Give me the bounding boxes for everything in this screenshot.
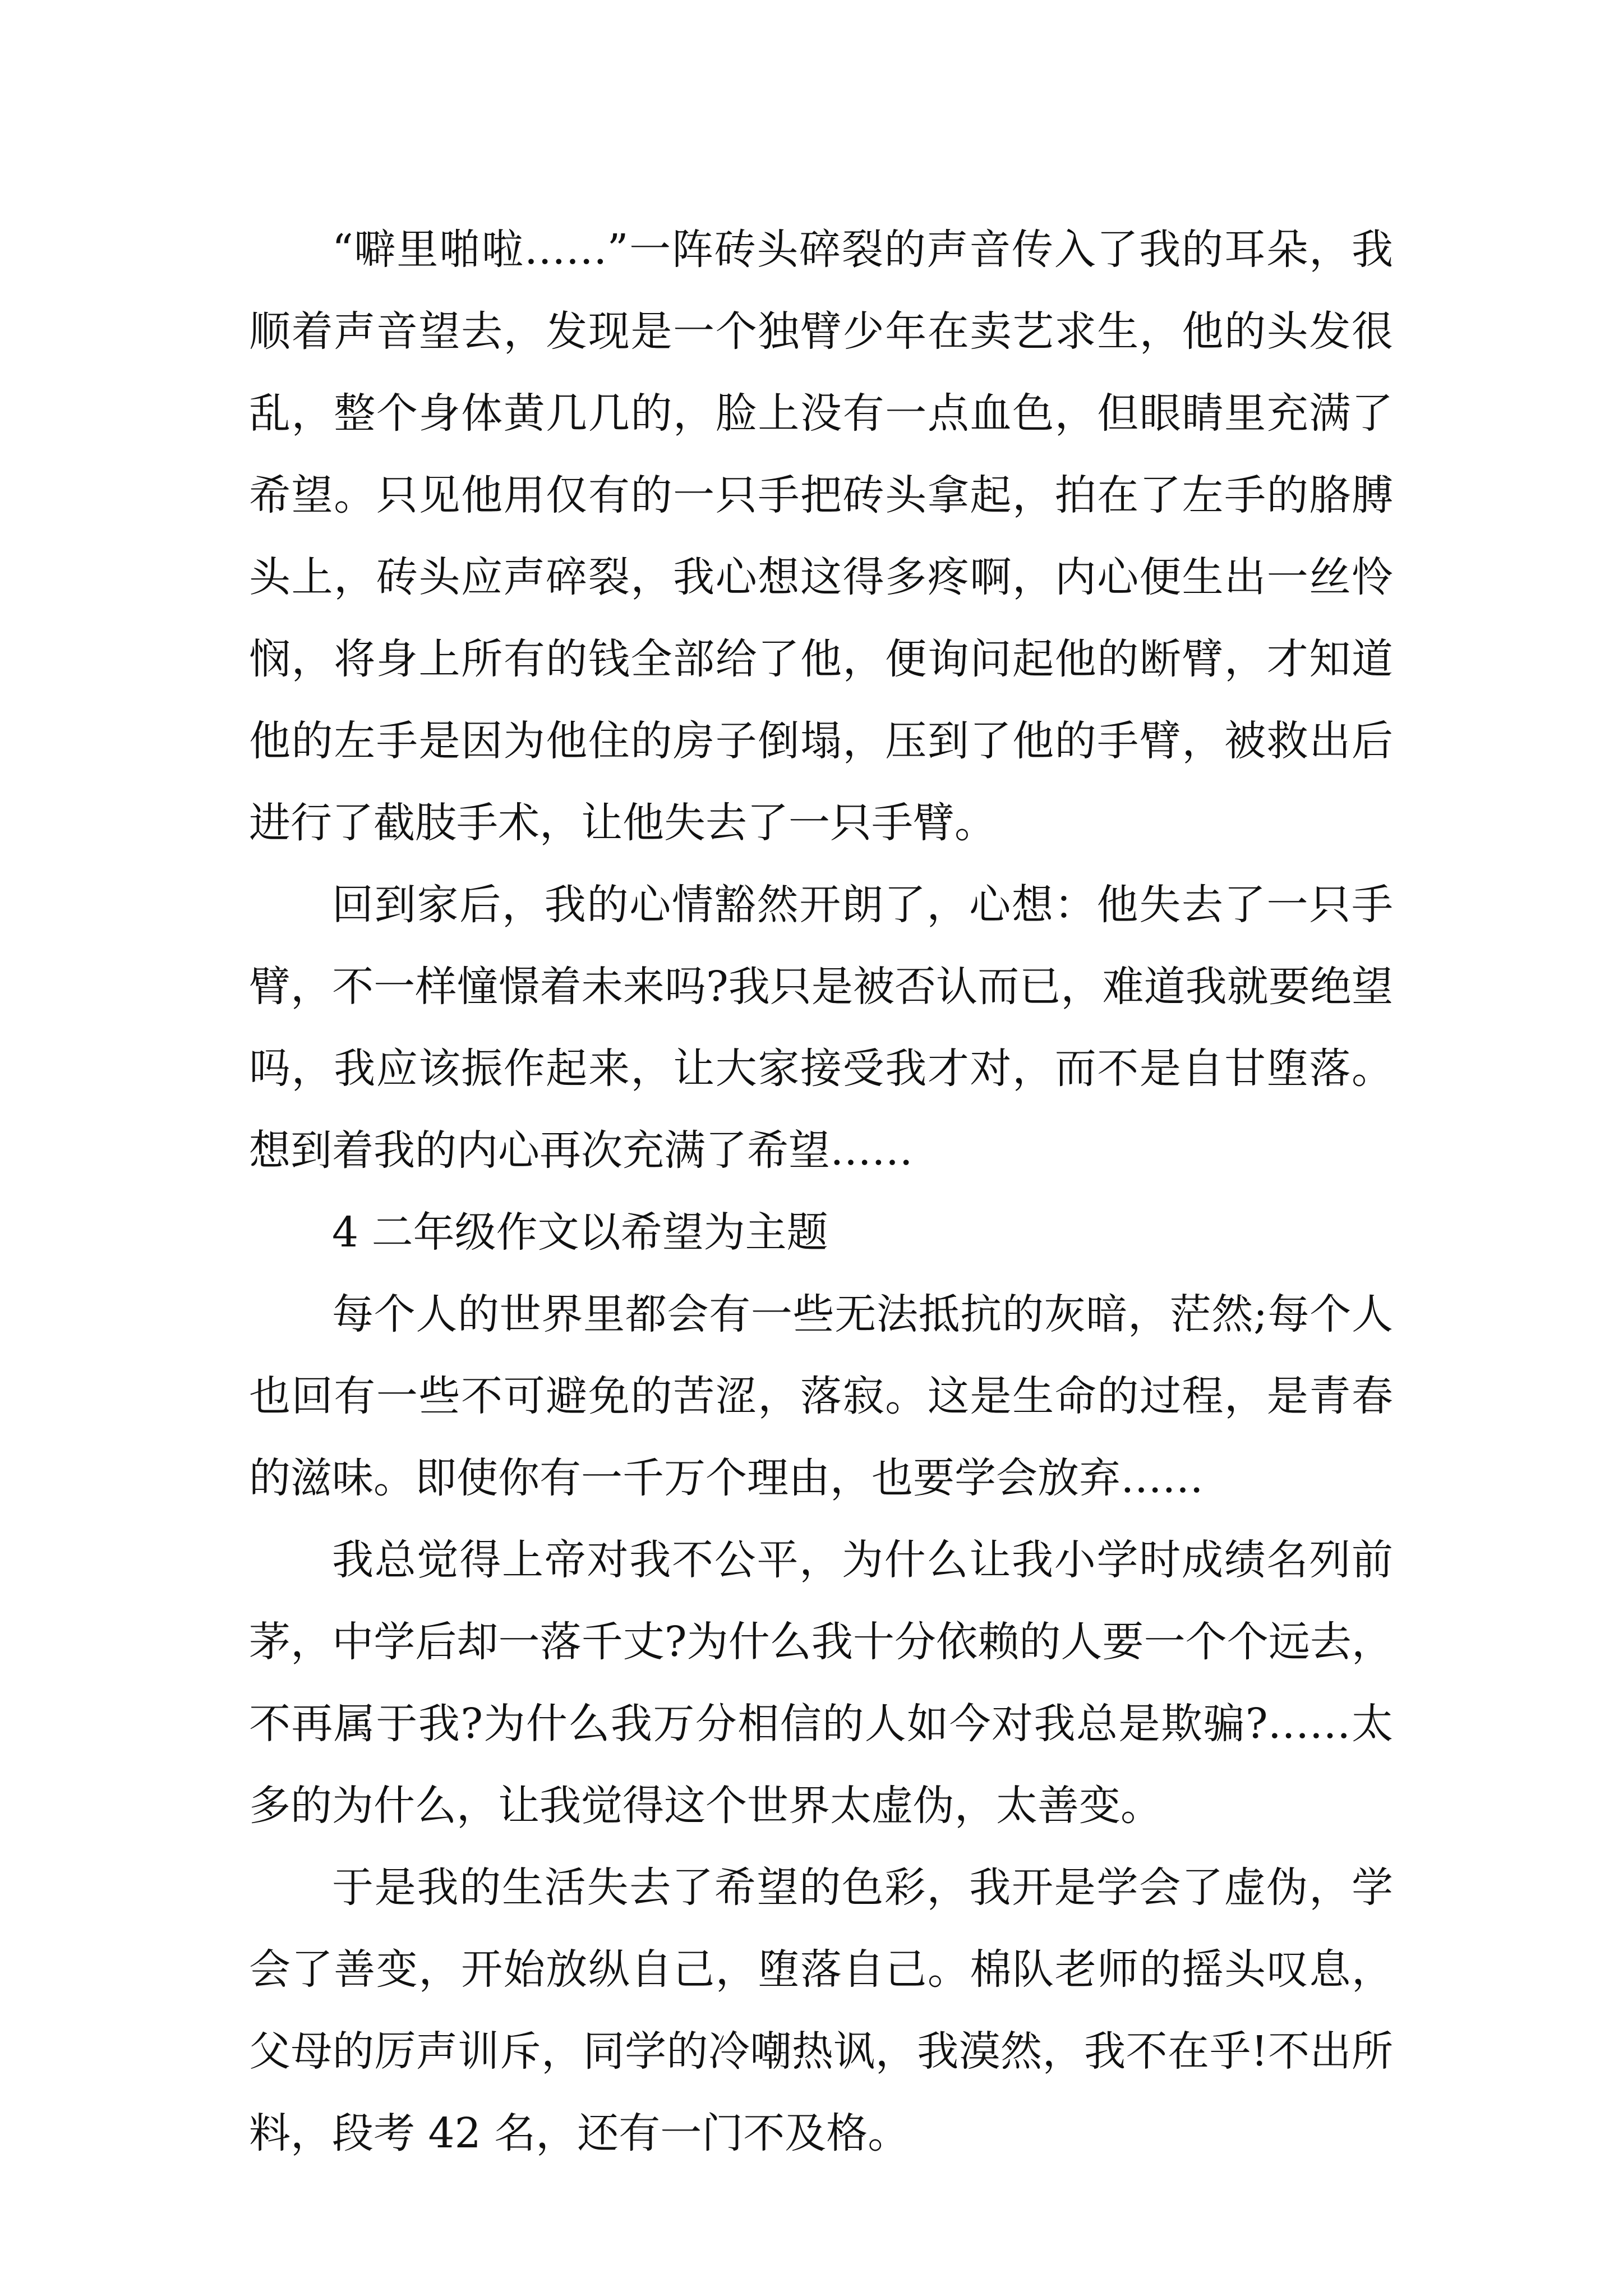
paragraph-4: 我总觉得上帝对我不公平，为什么让我小学时成绩名列前茅，中学后却一落千丈?为什么我十分依赖的人要一个个远去，不再属于我?为什么我万分相信的人如今对我总是欺骗?……太多的为什么，让我觉得这个世界太虚伪，太善变。 xyxy=(249,1536,1393,1830)
section-heading: 4 二年级作文以希望为主题 xyxy=(332,1208,828,1257)
paragraph-5: 于是我的生活失去了希望的色彩，我开是学会了虚伪，学会了善变，开始放纵自己，堕落自己。棉队老师的摇头叹息，父母的厉声训斥，同学的冷嘲热讽，我漠然，我不在乎!不出所料，段考 42 名，还有一门不及格。 xyxy=(249,1864,1393,2157)
paragraph-2: 回到家后，我的心情豁然开朗了，心想：他失去了一只手臂，不一样憧憬着未来吗?我只是被否认而已，难道我就要绝望吗，我应该振作起来，让大家接受我才对，而不是自甘堕落。想到着我的内心再次充满了希望…… xyxy=(249,881,1393,1175)
paragraph-3: 每个人的世界里都会有一些无法抵抗的灰暗，茫然;每个人也回有一些不可避免的苦涩，落寂。这是生命的过程，是青春的滋味。即使你有一千万个理由，也要学会放弃…… xyxy=(249,1290,1393,1502)
document-page xyxy=(249,209,1393,2174)
paragraph-1: “噼里啪啦……”一阵砖头碎裂的声音传入了我的耳朵，我顺着声音望去，发现是一个独臂少年在卖艺求生，他的头发很乱，整个身体黄几几的，脸上没有一点血色，但眼睛里充满了希望。只见他用仅有的一只手把砖头拿起，拍在了左手的胳膊头上，砖头应声碎裂，我心想这得多疼啊，内心便生出一丝怜悯，将身上所有的钱全部给了他，便询问起他的断臂，才知道他的左手是因为他住的房子倒塌，压到了他的手臂，被救出后进行了截肢手术，让他失去了一只手臂。 xyxy=(249,226,1393,847)
